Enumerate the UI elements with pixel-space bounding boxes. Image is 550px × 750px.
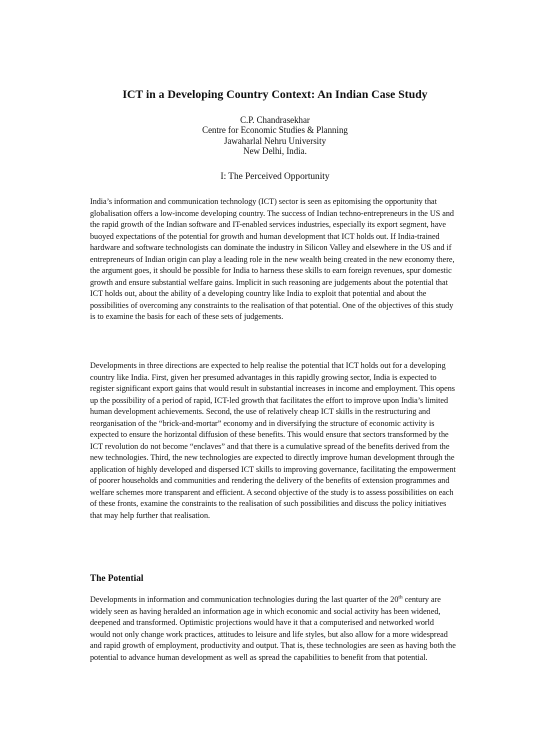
- subsection-heading: The Potential: [90, 574, 144, 584]
- paragraph-text: Developments in three directions are expected to help realise the potential that ICT holds out for a developing country like India. First, given her presumed advantages in this rapidly growing sector, India is expected to register significant export gains that would result in substantial increases in income and employment. This opens up the possibility of a period of rapid, ICT-led growth that facilitates the effort to improve upon India’s limited human development achievements. Second, the use of relatively cheap ICT skills in the restructuring and reorganisation of the “brick-and-mortar” economy and in diversifying the structure of economic activity is expected to ensure the horizontal diffusion of these benefits. This would ensure that sectors transformed by the ICT revolution do not become “enclaves” and that there is a cumulative spread of the benefits derived from the new technologies. Third, the new technologies are expected to directly improve human development through the application of highly developed and dispersed ICT skills to improving governance, facilitating the empowerment of poorer households and communities and rendering the delivery of the benefits of extension programmes and welfare schemes more transparent and efficient. A second objective of the study is to assess possibilities on each of these fronts, examine the constraints to the realisation of such possibilities and discuss the policy initiatives that may help further that realisation.: [90, 361, 456, 520]
- affiliation-location: New Delhi, India.: [243, 146, 307, 157]
- affiliation-university: Jawaharlal Nehru University: [223, 135, 327, 146]
- body-paragraph: [90, 360, 456, 521]
- paragraph-text-part: century are widely seen as having heralded an information age in which economic and social activity has been widened, deepened and transformed. Optimistic projections would have it that a computerised and networked world would not only change work practices, attitudes to leisure and life styles, but also allow for a more widespread and rapid growth of employment, productivity and output. That is, these technologies are seen as having both the potential to advance human development as well as spread the capabilities to benefit from that potential.: [90, 595, 456, 662]
- paragraph-text-part: Developments in information and communication technologies during the last quarter of the 20: [90, 595, 399, 604]
- paragraph-text: [90, 594, 456, 663]
- author-block: [0, 115, 550, 157]
- superscript: th: [398, 594, 403, 601]
- body-paragraph: [90, 594, 456, 663]
- affiliation-centre: Centre for Economic Studies & Planning: [202, 125, 348, 136]
- author-name: C.P. Chandrasekhar: [240, 115, 310, 125]
- body-paragraph: [90, 196, 456, 323]
- section-heading: I: The Perceived Opportunity: [220, 172, 330, 182]
- paper-title: ICT in a Developing Country Context: An Indian Case Study: [122, 88, 428, 101]
- paragraph-text: India’s information and communication technology (ICT) sector is seen as epitomising the opportunity that globalisation offers a low-income developing country. The success of Indian techno-entrepreneurs in the US and the rapid growth of the Indian software and IT-enabled services industries, especially its export segment, have buoyed expectations of the potential for growth and human development that ICT holds out. If India-trained hardware and software technologists can dominate the industry in Silicon Valley and elsewhere in the US and if entrepreneurs of Indian origin can play a leading role in the new wealth being created in the new economy there, the argument goes, it should be possible for India to harness these skills to earn foreign revenues, spur domestic growth and ensure substantial welfare gains. Implicit in such reasoning are judgements about the potential that ICT holds out, about the ability of a developing country like India to exploit that potential and about the possibilities of overcoming any constraints to the realisation of that potential. One of the objectives of this study is to examine the basis for each of these sets of judgements.: [90, 197, 455, 321]
